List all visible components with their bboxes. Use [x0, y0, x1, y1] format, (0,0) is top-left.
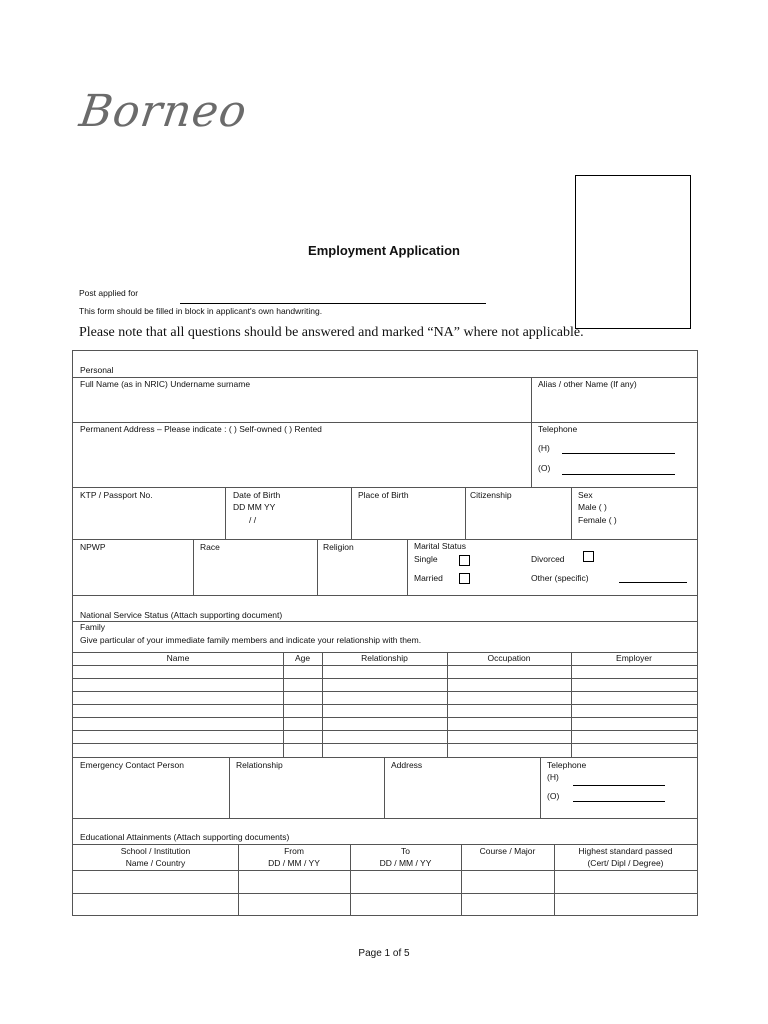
dob-label: Date of Birth — [233, 490, 281, 500]
npwp-label: NPWP — [80, 542, 106, 552]
telephone-h-line[interactable] — [562, 453, 675, 454]
edu-col-to: To — [401, 846, 410, 856]
telephone-h-label: (H) — [538, 443, 550, 453]
edu-col-to-sub: DD / MM / YY — [379, 858, 432, 868]
family-col-name: Name — [166, 653, 190, 663]
block-note: This form should be filled in block in applicant's own handwriting. — [79, 306, 323, 316]
place-of-birth-label: Place of Birth — [358, 490, 409, 500]
edu-col-from-sub: DD / MM / YY — [268, 858, 320, 868]
emergency-h-label: (H) — [547, 772, 559, 782]
sex-label: Sex — [578, 490, 593, 500]
page-number: Page 1 of 5 — [358, 948, 410, 959]
divorced-checkbox[interactable] — [583, 551, 594, 562]
edu-col-from: From — [284, 846, 304, 856]
emergency-telephone-label: Telephone — [547, 760, 587, 770]
telephone-o-line[interactable] — [562, 474, 675, 475]
edu-col-highest-sub: (Cert/ Dipl / Degree) — [587, 858, 664, 868]
national-service-label: National Service Status (Attach supporting document) — [80, 610, 283, 620]
emergency-address-label: Address — [391, 760, 423, 770]
telephone-label: Telephone — [538, 424, 578, 434]
family-instruction: Give particular of your immediate family members and indicate your relationship with them. — [80, 635, 422, 645]
single-label: Single — [414, 554, 438, 564]
borneo-logo: Borneo — [76, 86, 251, 137]
other-line[interactable] — [619, 582, 687, 583]
education-heading: Educational Attainments (Attach supporting documents) — [80, 832, 290, 842]
married-label: Married — [414, 573, 443, 583]
family-col-employer: Employer — [616, 653, 652, 663]
ktp-label: KTP / Passport No. — [80, 490, 153, 500]
full-name-label: Full Name (as in NRIC) Undername surname — [80, 379, 251, 389]
personal-heading: Personal — [80, 365, 114, 375]
emergency-h-line[interactable] — [573, 785, 665, 786]
married-checkbox[interactable] — [459, 573, 470, 584]
form-title: Employment Application — [308, 243, 460, 258]
dob-slashes: / / — [249, 515, 257, 525]
emergency-o-line[interactable] — [573, 801, 665, 802]
marital-status-label: Marital Status — [414, 541, 466, 551]
sex-female[interactable]: Female ( ) — [578, 515, 617, 525]
family-heading: Family — [80, 622, 106, 632]
family-col-relationship: Relationship — [361, 653, 408, 663]
sex-male[interactable]: Male ( ) — [578, 502, 607, 512]
alias-label: Alias / other Name (If any) — [538, 379, 637, 389]
na-note: Please note that all questions should be answered and marked “NA” where not applicable. — [79, 325, 584, 340]
race-label: Race — [200, 542, 220, 552]
post-applied-label: Post applied for — [79, 288, 139, 298]
citizenship-label: Citizenship — [470, 490, 512, 500]
edu-col-school-sub: Name / Country — [125, 858, 186, 868]
application-form — [72, 350, 698, 916]
family-col-age: Age — [294, 653, 311, 663]
family-col-occupation: Occupation — [487, 653, 531, 663]
dob-format: DD MM YY — [233, 502, 276, 512]
address-label: Permanent Address – Please indicate : ( ) Self-owned ( ) Rented — [80, 424, 322, 434]
post-applied-line[interactable] — [180, 303, 486, 304]
emergency-relationship-label: Relationship — [236, 760, 283, 770]
emergency-o-label: (O) — [547, 791, 560, 801]
edu-col-highest: Highest standard passed — [578, 846, 673, 856]
emergency-person-label: Emergency Contact Person — [80, 760, 184, 770]
divorced-label: Divorced — [531, 554, 565, 564]
telephone-o-label: (O) — [538, 463, 551, 473]
religion-label: Religion — [323, 542, 354, 552]
other-label: Other (specific) — [531, 573, 589, 583]
edu-col-school: School / Institution — [120, 846, 191, 856]
single-checkbox[interactable] — [459, 555, 470, 566]
edu-col-course: Course / Major — [479, 846, 536, 856]
